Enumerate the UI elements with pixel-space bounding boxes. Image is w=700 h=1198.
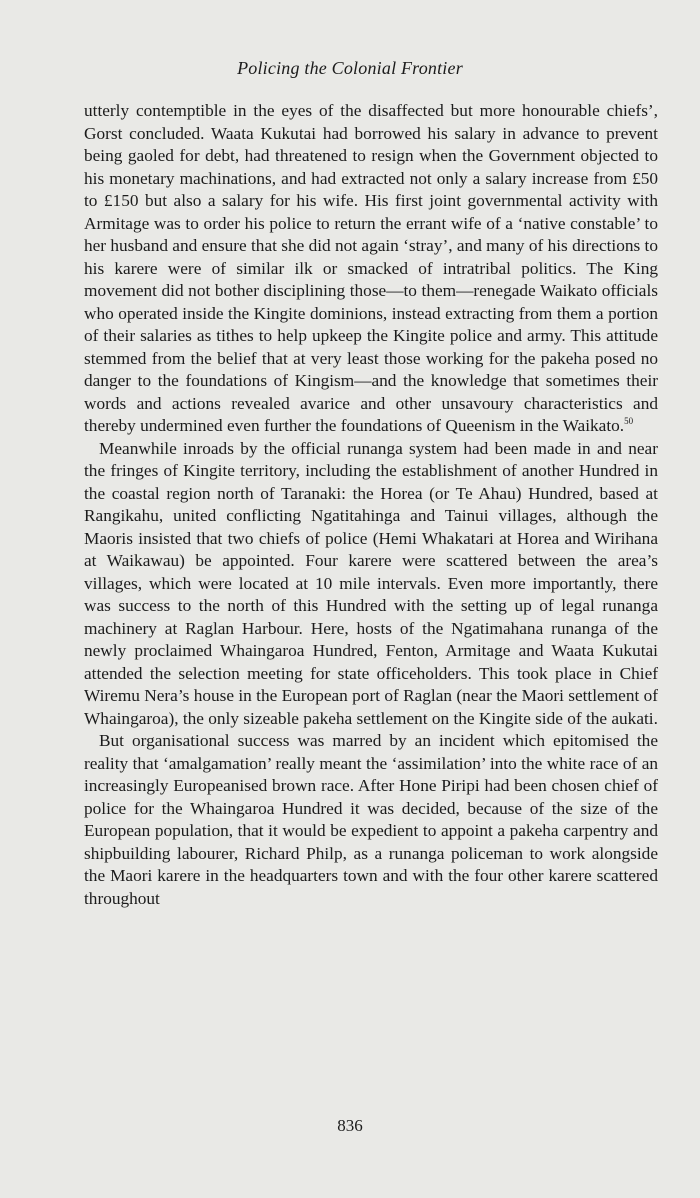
body-text <box>84 100 658 910</box>
paragraph-2-text: Meanwhile inroads by the official runanga system had been made in and near the fringes of Kingite territory, including the establishment of another Hundred in the coastal region north of Taranaki: the Horea (or Te Ahau) Hundred, based at Rangikahu, united conflicting Ngatitahinga and Tainui villages, although the Maoris insisted that two chiefs of police (Hemi Whakatari at Horea and Wirihana at Waikawau) be appointed. Four karere were scattered between the area’s villages, which were located at 10 mile intervals. Even more importantly, there was success to the north of this Hundred with the setting up of legal runanga machinery at Raglan Harbour. Here, hosts of the Ngatimahana runanga of the newly proclaimed Whaingaroa Hundred, Fenton, Armitage and Waata Kukutai attended the selection meeting for state officeholders. This took place in Chief Wiremu Nera’s house in the European port of Raglan (near the Maori settlement of Whaingaroa), the only sizeable pakeha settlement on the Kingite side of the aukati. <box>84 438 658 728</box>
paragraph-1-text: utterly contemptible in the eyes of the disaffected but more honourable chiefs’, Gorst concluded. Waata Kukutai had borrowed his salary in advance to prevent being gaoled for debt, had threatened to resign when the Government objected to his monetary machinations, and had extracted not only a salary increase from £50 to £150 but also a salary for his wife. His first joint governmental activity with Armitage was to order his police to return the errant wife of a ‘native constable’ to her husband and ensure that she did not again ‘stray’, and many of his directions to his karere were of similar ilk or smacked of intratribal politics. The King movement did not bother disciplining those—to them—renegade Waikato officials who operated inside the Kingite dominions, instead extracting from them a portion of their salaries as tithes to help upkeep the Kingite police and army. This attitude stemmed from the belief that at very least those working for the pakeha posed no danger to the foundations of Kingism—and the knowledge that sometimes their words and actions revealed avarice and other unsavoury characteristics and thereby undermined even further the foundations of Queenism in the Waikato. <box>84 101 658 435</box>
page-number: 836 <box>337 1116 363 1135</box>
running-head: Policing the Colonial Frontier <box>237 58 463 78</box>
paragraph-3-text: But organisational success was marred by an incident which epitomised the reality that ‘amalgamation’ really meant the ‘assimilation’ into the white race of an increasingly Europeanised brown race. After Hone Piripi had been chosen chief of police for the Whaingaroa Hundred it was decided, because of the size of the European population, that it would be expedient to appoint a pakeha carpentry and shipbuilding labourer, Richard Philp, as a runanga policeman to work alongside the Maori karere in the headquarters town and with the four other karere scattered throughout <box>84 731 658 908</box>
paragraph-1 <box>84 100 658 438</box>
footnote-marker: 50 <box>624 416 634 426</box>
paragraph-3 <box>84 730 658 910</box>
paragraph-2 <box>84 438 658 731</box>
